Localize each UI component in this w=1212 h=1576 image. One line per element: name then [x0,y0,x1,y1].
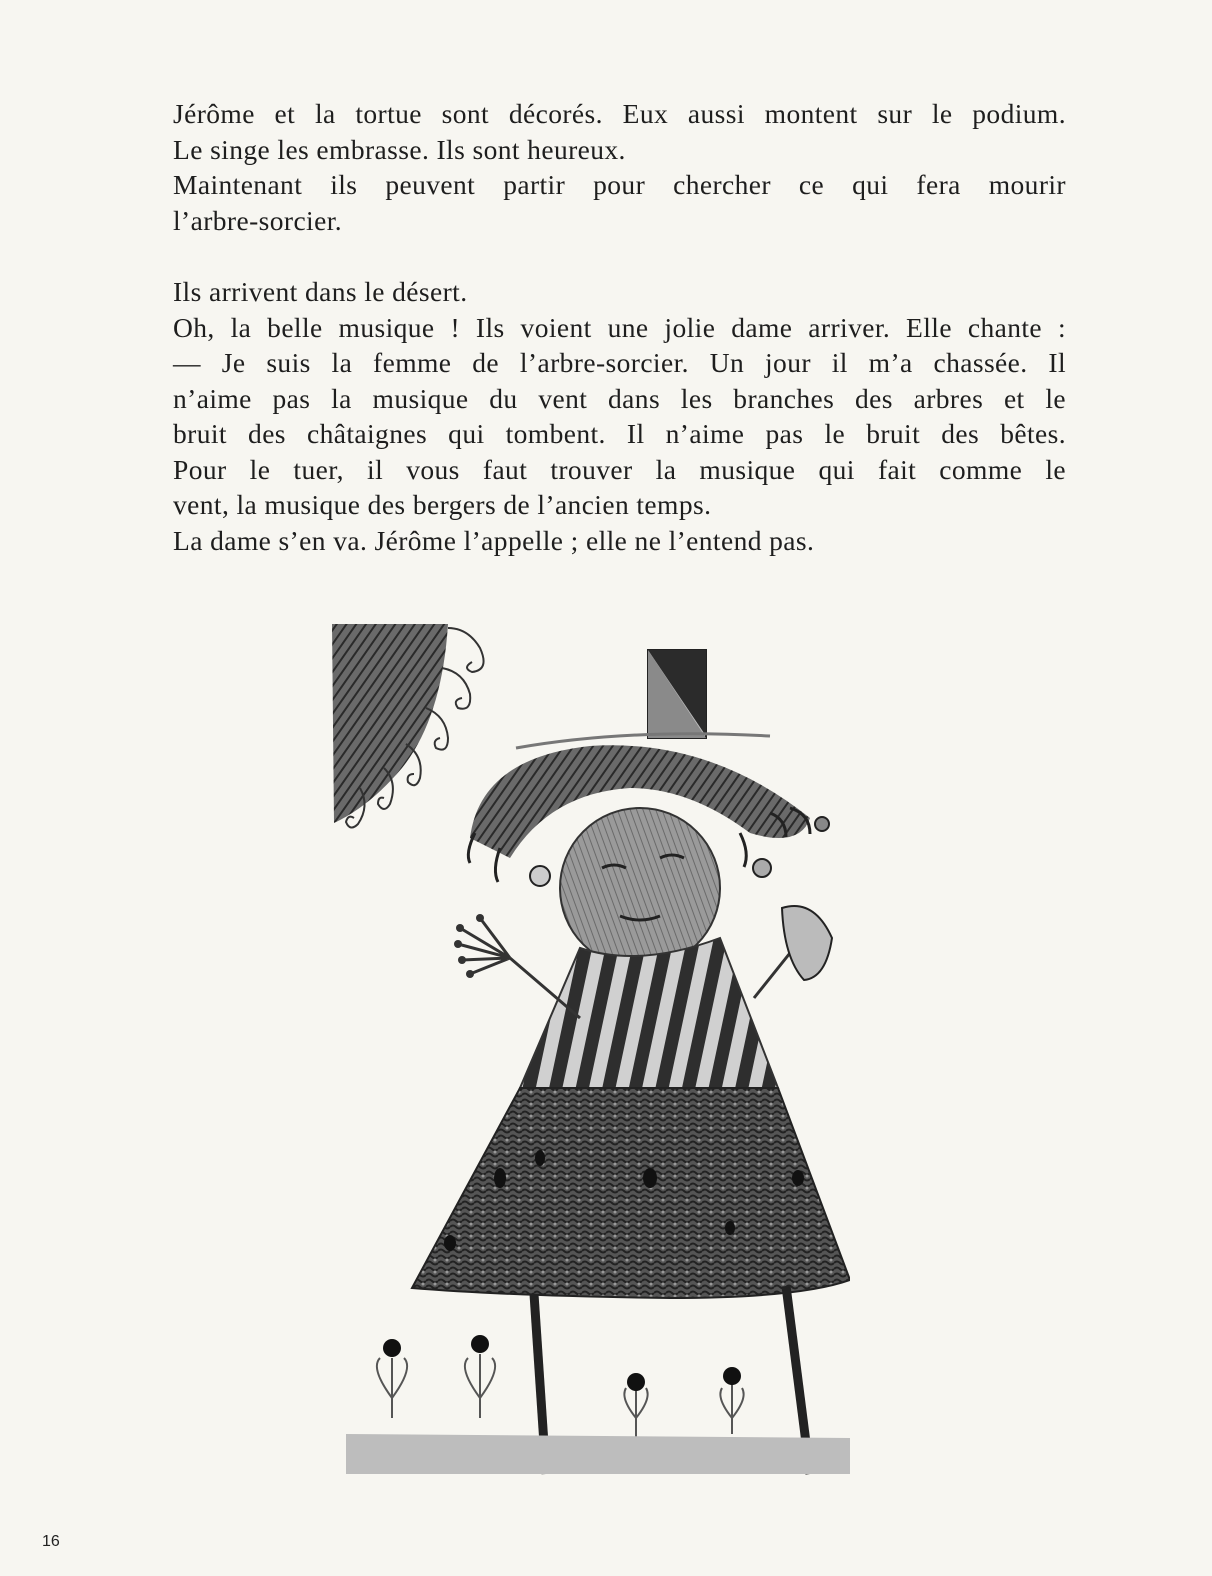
bodice-drawing [520,938,778,1088]
face-drawing [560,808,720,968]
text-line: Pour le tuer, il vous faut trouver la musique qui fait comme le [173,453,1066,485]
flower-heads [383,1335,741,1391]
text-line: n’aime pas la musique du vent dans les branches des arbres et le [173,382,1066,414]
text-line: Maintenant ils peuvent partir pour chercher ce qui fera mourir [173,169,1066,200]
text-line: Ils arrivent dans le désert. [173,276,468,307]
text-line: l’arbre-sorcier. [173,204,343,236]
text-line: vent, la musique des bergers de l’ancien temps. [173,489,712,520]
page-number: 16 [42,1533,60,1550]
text-line: La dame s’en va. Jérôme l’appelle ; elle ne l’entend pas. [173,524,815,556]
held-object-drawing [782,906,832,980]
skirt-drawing [412,1088,850,1298]
text-line: bruit des châtaignes qui tombent. Il n’aime pas le bruit des bêtes. [173,418,1066,449]
ground-drawing [346,1434,850,1474]
text-line: Oh, la belle musique ! Ils voient une jolie dame arriver. Elle chante : [173,311,1066,343]
child-drawing-lady [330,618,850,1488]
text-line: Jérôme et la tortue sont décorés. Eux aussi montent sur le podium. [173,98,1066,129]
text-line: — Je suis la femme de l’arbre-sorcier. Un jour il m’a chassée. Il [173,347,1066,378]
flowers-drawing [377,1354,744,1438]
hat-drawing [516,650,770,748]
sun-drawing [332,624,484,828]
text-line: Le singe les embrasse. Ils sont heureux. [173,133,626,165]
story-text [173,96,1066,558]
paragraph-gap [173,238,1066,274]
